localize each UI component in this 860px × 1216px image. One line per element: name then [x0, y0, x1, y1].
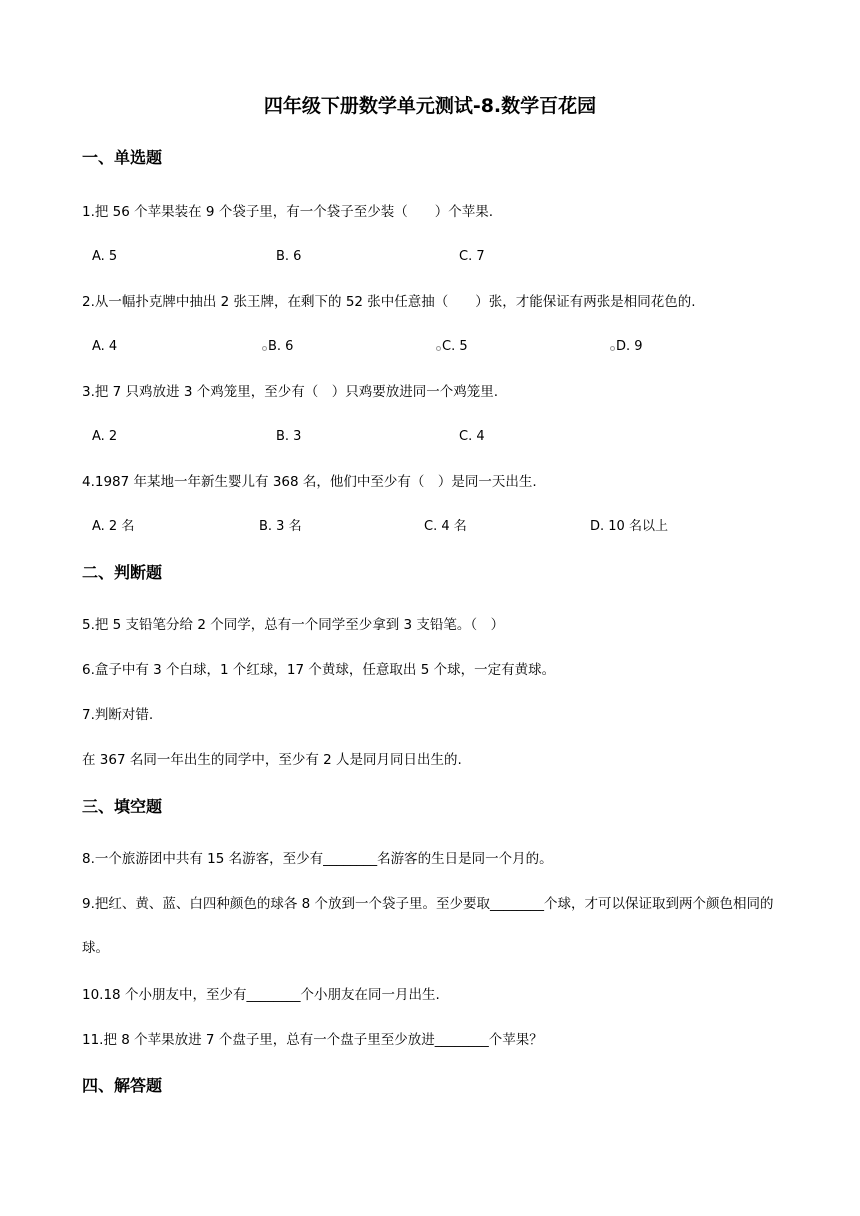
question-7-statement: 在 367 名同一年出生的同学中，至少有 2 人是同月同日出生的.	[82, 752, 462, 768]
radio-dot-icon	[436, 346, 441, 351]
section-heading-single-choice: 一、单选题	[82, 148, 163, 167]
radio-dot-icon	[610, 346, 615, 351]
question-2-options	[92, 336, 792, 358]
option-d: D. 9	[616, 339, 643, 354]
document-title: 四年级下册数学单元测试-8.数学百花园	[263, 95, 597, 117]
question-10: 10.18 个小朋友中，至少有________个小朋友在同一月出生.	[82, 987, 440, 1003]
question-4-options	[92, 516, 792, 538]
question-11: 11.把 8 个苹果放进 7 个盘子里，总有一个盘子里至少放进________个苹果？	[82, 1032, 543, 1048]
question-4: 4.1987 年某地一年新生婴儿有 368 名，他们中至少有（ ）是同一天出生.	[82, 474, 537, 490]
option-b: B. 6	[268, 339, 294, 354]
question-3: 3.把 7 只鸡放进 3 个鸡笼里，至少有（ ）只鸡要放进同一个鸡笼里.	[82, 384, 499, 400]
section-heading-true-false: 二、判断题	[82, 563, 163, 582]
section-heading-answer: 四、解答题	[82, 1076, 163, 1095]
question-7: 7.判断对错.	[82, 707, 154, 723]
option-a: A. 2 名	[92, 519, 135, 534]
question-3-options	[92, 426, 792, 448]
option-a: A. 2	[92, 429, 118, 444]
question-1-options	[92, 246, 792, 268]
radio-dot-icon	[262, 346, 267, 351]
option-b: B. 3 名	[259, 519, 302, 534]
section-heading-fill-in: 三、填空题	[82, 797, 163, 816]
option-c: C. 4	[459, 429, 485, 444]
question-2: 2.从一幅扑克牌中抽出 2 张王牌，在剩下的 52 张中任意抽（ ）张，才能保证有两张是相同花色的.	[82, 294, 696, 310]
question-6: 6.盒子中有 3 个白球，1 个红球，17 个黄球，任意取出 5 个球，一定有黄球。	[82, 662, 556, 678]
option-b: B. 6	[276, 249, 302, 264]
question-8: 8.一个旅游团中共有 15 名游客，至少有________名游客的生日是同一个月的。	[82, 851, 553, 867]
option-d: D. 10 名以上	[590, 519, 668, 534]
question-9: 9.把红、黄、蓝、白四种颜色的球各 8 个放到一个袋子里。至少要取________个球，才可以保证取到两个颜色相同的球。	[82, 896, 774, 956]
question-1: 1.把 56 个苹果装在 9 个袋子里，有一个袋子至少装（ ）个苹果.	[82, 204, 494, 220]
question-5: 5.把 5 支铅笔分给 2 个同学，总有一个同学至少拿到 3 支铅笔。（ ）	[82, 617, 505, 633]
option-c: C. 7	[459, 249, 485, 264]
option-c: C. 4 名	[424, 519, 467, 534]
option-c: C. 5	[442, 339, 468, 354]
option-a: A. 5	[92, 249, 118, 264]
option-a: A. 4	[92, 339, 118, 354]
option-b: B. 3	[276, 429, 302, 444]
